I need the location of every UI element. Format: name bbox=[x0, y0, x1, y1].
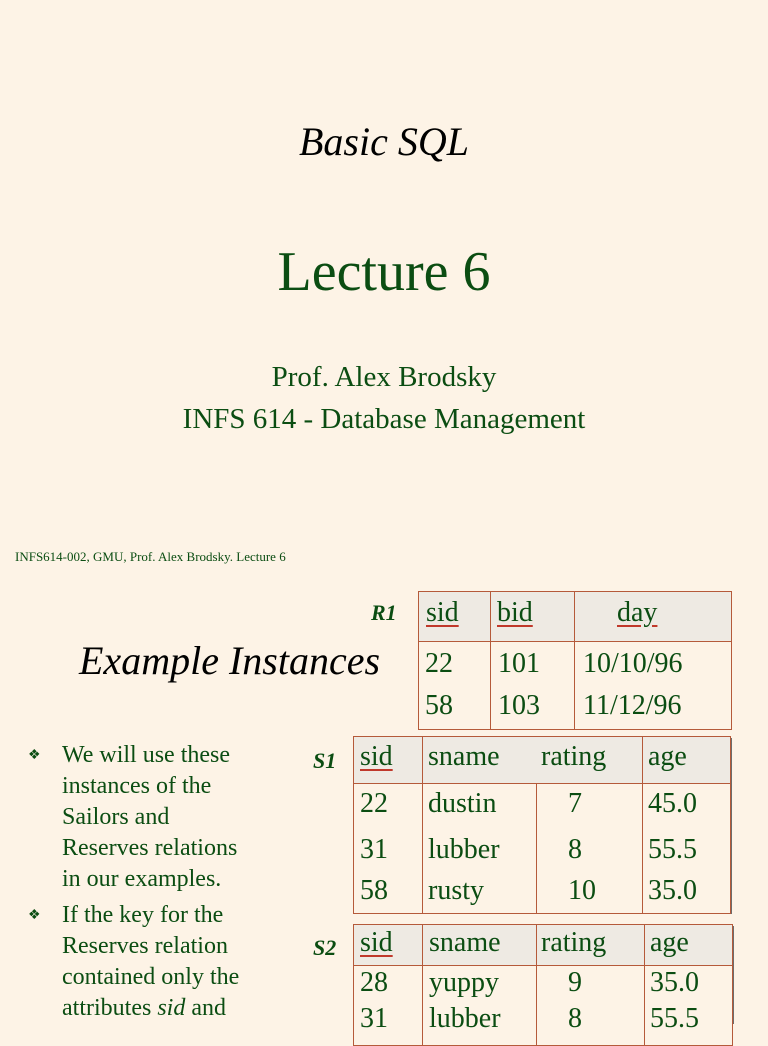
bullet-list bbox=[28, 740, 290, 1029]
diamond-bullet-icon: ❖ bbox=[28, 748, 41, 763]
relation-label-s2: S2 bbox=[313, 935, 337, 960]
diamond-bullet-icon: ❖ bbox=[28, 908, 41, 923]
table-cell: 9 bbox=[568, 967, 582, 998]
reserves-table-r1 bbox=[418, 591, 732, 730]
table-cell: 35.0 bbox=[648, 875, 697, 906]
table-cell: 8 bbox=[568, 1003, 582, 1034]
table-cell: lubber bbox=[429, 1003, 501, 1034]
column-header: rating bbox=[541, 741, 607, 772]
column-header: bid bbox=[497, 597, 533, 628]
table-cell: 35.0 bbox=[650, 967, 699, 998]
sailors-table-s2 bbox=[353, 924, 733, 1046]
table-cell: 55.5 bbox=[648, 834, 697, 865]
column-header: sid bbox=[360, 741, 393, 772]
bullet-item: ❖ If the key for the Reserves relation contained only the attributes sid and bbox=[28, 902, 240, 1021]
column-header: sid bbox=[360, 927, 393, 958]
column-header: sname bbox=[428, 741, 500, 772]
table-cell: 31 bbox=[360, 834, 388, 865]
column-header: rating bbox=[541, 927, 607, 958]
table-cell: rusty bbox=[428, 875, 484, 906]
table-cell: 28 bbox=[360, 967, 388, 998]
column-header: age bbox=[648, 741, 687, 772]
table-cell: 58 bbox=[425, 690, 453, 721]
table-cell: 10/10/96 bbox=[583, 648, 683, 679]
table-cell: 11/12/96 bbox=[583, 690, 682, 721]
table-cell: 101 bbox=[498, 648, 540, 679]
table-cell: 103 bbox=[498, 690, 540, 721]
relation-label-r1: R1 bbox=[371, 600, 397, 625]
slide-title: Basic SQL bbox=[299, 119, 469, 164]
professor-name: Prof. Alex Brodsky bbox=[271, 361, 497, 393]
column-header: sname bbox=[429, 927, 501, 958]
table-cell: lubber bbox=[428, 834, 500, 865]
table-header bbox=[419, 592, 731, 642]
slide-footer: INFS614-002, GMU, Prof. Alex Brodsky. Lecture 6 bbox=[15, 549, 286, 564]
relation-label-s1: S1 bbox=[313, 748, 337, 773]
table-cell: 7 bbox=[568, 788, 582, 819]
table-cell: 45.0 bbox=[648, 788, 697, 819]
table-cell: 22 bbox=[425, 648, 453, 679]
bullet-item: ❖ We will use these instances of the Sailors and Reserves relations in our examples. bbox=[28, 742, 238, 892]
lecture-number: Lecture 6 bbox=[277, 241, 491, 303]
table-cell: 55.5 bbox=[650, 1003, 699, 1034]
course-name: INFS 614 - Database Management bbox=[182, 403, 586, 436]
sailors-table-s1 bbox=[353, 736, 731, 914]
table-cell: 22 bbox=[360, 788, 388, 819]
table-cell: 8 bbox=[568, 834, 582, 865]
slide-heading: Example Instances bbox=[79, 638, 381, 683]
column-header: age bbox=[650, 927, 689, 958]
column-header: day bbox=[617, 597, 658, 628]
instructor-block bbox=[0, 356, 768, 440]
table-cell: 31 bbox=[360, 1003, 388, 1034]
table-cell: yuppy bbox=[429, 967, 499, 998]
table-cell: 58 bbox=[360, 875, 388, 906]
column-header: sid bbox=[426, 597, 459, 628]
table-cell: 10 bbox=[568, 875, 596, 906]
table-cell: dustin bbox=[428, 788, 497, 819]
